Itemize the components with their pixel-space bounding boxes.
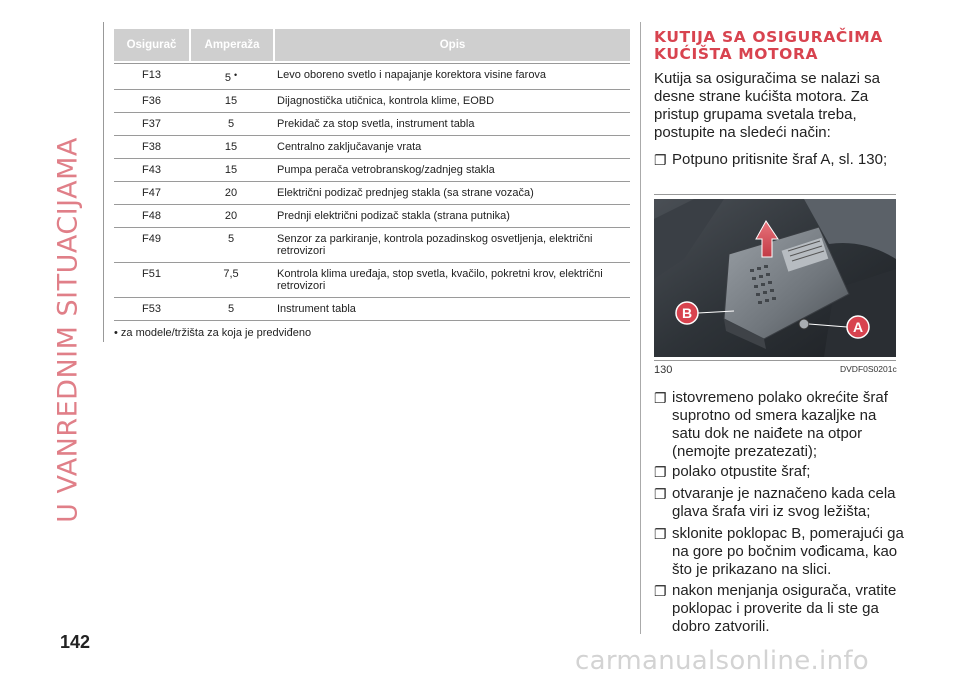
step-1 <box>654 151 904 169</box>
table-row <box>114 205 630 228</box>
checkbox-bullet-icon: ❐ <box>654 390 667 406</box>
cell-description: Prekidač za stop svetla, instrument tabla <box>277 118 475 130</box>
cell-amperage <box>189 69 273 84</box>
step-text: sklonite poklopac B, pomerajući ga na gore po bočnim vođicama, kao što je prikazano na slici. <box>672 525 904 578</box>
checkbox-bullet-icon: ❐ <box>654 526 667 542</box>
screw-a <box>799 319 809 329</box>
amperage-value: 5 <box>224 72 231 84</box>
footnote-text: za modele/tržišta za koja je predviđeno <box>120 327 312 339</box>
watermark: carmanualsonline.info <box>575 646 870 676</box>
chapter-side-title: U VANREDNIM SITUACIJAMA <box>52 137 84 523</box>
cell-amperage: 20 <box>224 187 238 199</box>
cell-amperage: 7,5 <box>223 268 239 280</box>
cell-fuse: F36 <box>142 95 161 107</box>
table-row <box>114 228 630 263</box>
header-fuse: Osigurač <box>114 29 189 61</box>
cell-amperage: 15 <box>224 164 238 176</box>
cell-description: Dijagnostička utičnica, kontrola klime, EOBD <box>277 95 495 107</box>
footnote-dot: • <box>114 327 118 339</box>
cell-fuse: F48 <box>142 210 161 222</box>
table-row <box>114 113 630 136</box>
step-4 <box>654 485 904 521</box>
checkbox-bullet-icon: ❐ <box>654 486 667 502</box>
cell-description: Pumpa perača vetrobranskog/zadnjeg stakla <box>277 164 495 176</box>
cell-fuse: F51 <box>142 268 161 280</box>
step-3 <box>654 463 904 481</box>
side-rule <box>103 22 104 342</box>
header-description: Opis <box>275 29 630 61</box>
table-row <box>114 159 630 182</box>
cell-amperage: 5 <box>227 303 235 315</box>
cell-amperage: 20 <box>224 210 238 222</box>
step-5 <box>654 525 904 579</box>
table-row <box>114 136 630 159</box>
step-text: istovremeno polako okrećite šraf suprotno od smera kazaljke na satu dok ne naiđete na otpor (nemojte prezatezati); <box>672 389 888 460</box>
cell-amperage: 5 <box>227 233 235 245</box>
table-header <box>114 29 630 61</box>
table-row <box>114 64 630 90</box>
figure-code: DVDF0S0201c <box>840 364 897 374</box>
table-row <box>114 182 630 205</box>
cell-fuse: F38 <box>142 141 161 153</box>
section-title-line-2: KUĆIŠTA MOTORA <box>654 45 819 63</box>
cell-description: Prednji električni podizač stakla (strana putnika) <box>277 210 510 222</box>
cell-fuse: F47 <box>142 187 161 199</box>
checkbox-bullet-icon: ❐ <box>654 464 667 480</box>
cell-fuse: F49 <box>142 233 161 245</box>
cell-description: Kontrola klima uređaja, stop svetla, kvačilo, pokretni krov, električni retrovizori <box>277 268 603 292</box>
cell-description: Senzor za parkiranje, kontrola pozadinskog osvetljenja, električni retrovizori <box>277 233 593 257</box>
cell-fuse: F43 <box>142 164 161 176</box>
footnote-marker: • <box>233 70 238 80</box>
cell-fuse: F13 <box>142 69 161 81</box>
cell-description: Levo oboreno svetlo i napajanje korektora visine farova <box>277 69 547 81</box>
step-2 <box>654 389 904 461</box>
section-title <box>654 29 914 63</box>
section-title-line-1: KUTIJA SA OSIGURAČIMA <box>654 28 883 46</box>
cell-amperage: 15 <box>224 95 238 107</box>
cell-amperage: 15 <box>224 141 238 153</box>
cell-description: Instrument tabla <box>277 303 356 315</box>
intro-paragraph: Kutija sa osiguračima se nalazi sa desne strane kućišta motora. Za pristup grupama svetala treba, postupite na sledeći način: <box>654 70 880 141</box>
figure-rule-top <box>654 194 896 195</box>
cell-description: Centralno zaključavanje vrata <box>277 141 422 153</box>
figure-rule-bottom <box>654 360 896 361</box>
checkbox-bullet-icon: ❐ <box>654 152 667 168</box>
table-row <box>114 263 630 298</box>
cell-description: Električni podizač prednjeg stakla (sa strane vozača) <box>277 187 534 199</box>
callout-b-label: B <box>681 305 693 321</box>
step-text: Potpuno pritisnite šraf A, sl. 130; <box>672 151 888 168</box>
figure-number: 130 <box>654 364 673 376</box>
column-divider <box>640 22 641 634</box>
step-text: polako otpustite šraf; <box>672 463 811 480</box>
table-row <box>114 90 630 113</box>
cell-fuse: F53 <box>142 303 161 315</box>
step-6 <box>654 582 904 636</box>
fuse-box-illustration <box>654 199 896 357</box>
fuse-table <box>114 29 630 339</box>
checkbox-bullet-icon: ❐ <box>654 583 667 599</box>
fuse-box-figure <box>654 199 896 357</box>
cell-fuse: F37 <box>142 118 161 130</box>
step-text: nakon menjanja osigurača, vratite poklopac i proverite da li ste ga dobro zatvorili. <box>672 582 897 635</box>
page-number: 142 <box>60 632 91 652</box>
cell-amperage: 5 <box>227 118 235 130</box>
callout-a-label: A <box>852 319 864 335</box>
header-amperage: Amperaža <box>191 29 273 61</box>
table-row <box>114 298 630 321</box>
table-footnote <box>114 327 630 339</box>
step-text: otvaranje je naznačeno kada cela glava šrafa viri iz svog ležišta; <box>672 485 896 520</box>
